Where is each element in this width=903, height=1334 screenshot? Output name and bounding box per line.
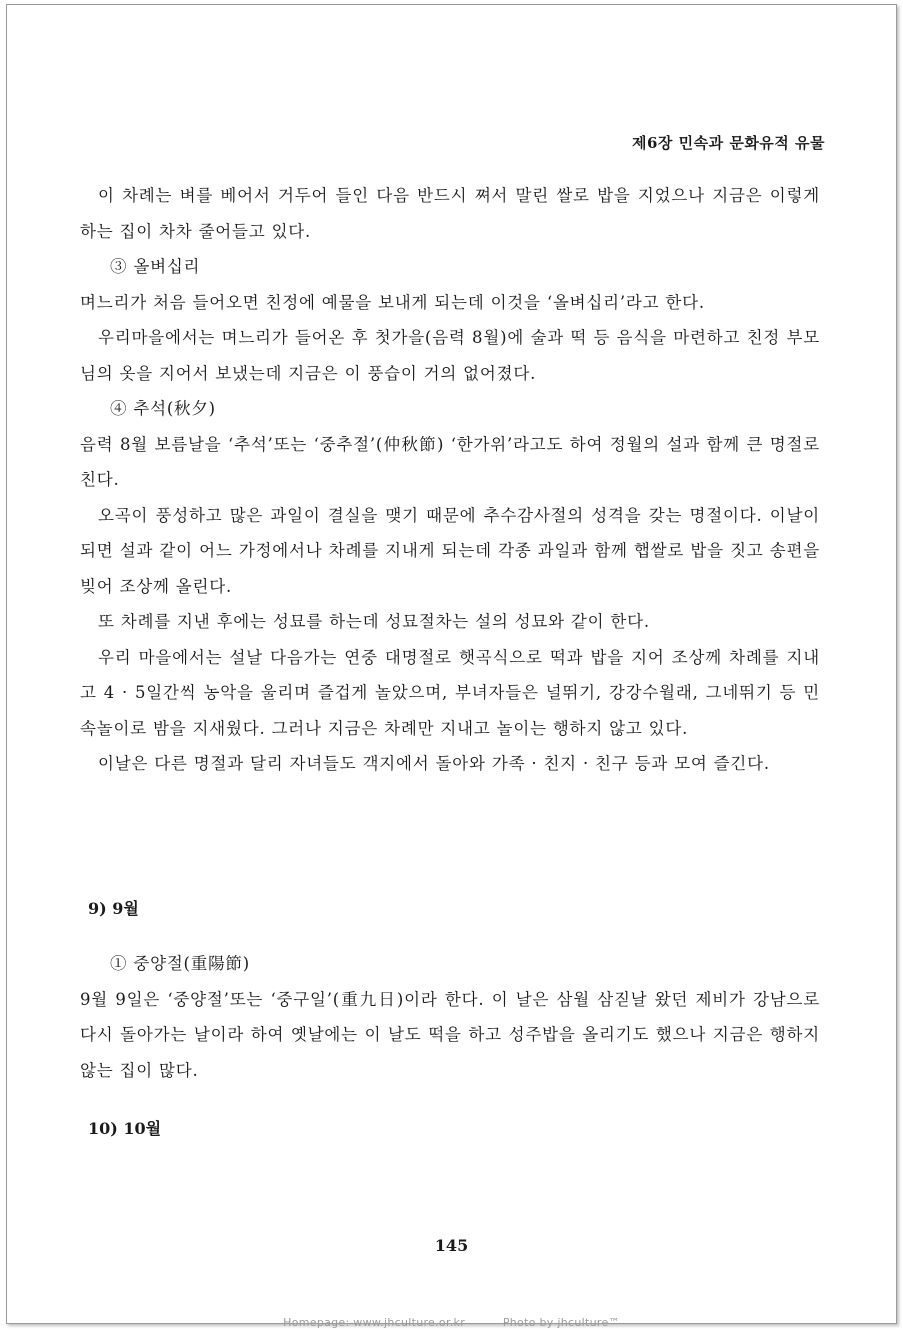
paragraph: 음력 8월 보름날을 ‘추석’또는 ‘중추절’(仲秋節) ‘한가위’라고도 하여 정월의 설과 함께 큰 명절로 친다. (80, 434, 820, 489)
subheading-olbyeo-simni: ③ 올벼십리 (110, 257, 201, 276)
subheading-chuseok: ④ 추석(秋夕) (110, 399, 216, 418)
footer-photo-credit: Photo by jhculture™ (502, 1316, 620, 1329)
section-september: 9) 9월 (88, 899, 139, 918)
paragraph: 우리마을에서는 며느리가 들어온 후 첫가을(음력 8월)에 술과 떡 등 음식을 마련하고 친정 부모님의 옷을 지어서 보냈는데 지금은 이 풍습이 거의 없어졌다. (80, 328, 820, 383)
subheading-jungyangjeol: ① 중양절(重陽節) (110, 954, 250, 973)
page-number: 145 (434, 1236, 469, 1255)
paragraph: 오곡이 풍성하고 많은 과일이 결실을 맺기 때문에 추수감사절의 성격을 갖는 명절이다. 이날이 되면 설과 같이 어느 가정에서나 차례를 지내게 되는데 각종 과일과 함께 햅쌀로 밥을 짓고 송편을 빚어 조상께 올린다. (80, 505, 820, 596)
paragraph: 이날은 다른 명절과 달리 자녀들도 객지에서 돌아와 가족 · 친지 · 친구 등과 모여 즐긴다. (98, 754, 770, 773)
paragraph: 9월 9일은 ‘중양절’또는 ‘중구일’(重九日)이라 한다. 이 날은 삼월 삼짇날 왔던 제비가 강남으로 다시 돌아가는 날이라 하여 옛날에는 이 날도 떡을 하고 성주밥을 올리기도 했으나 지금은 행하지 않는 집이 많다. (80, 989, 820, 1080)
body-block-1 (80, 178, 820, 782)
section-october: 10) 10월 (88, 1119, 162, 1138)
paragraph: 며느리가 처음 들어오면 친정에 예물을 보내게 되는데 이것을 ‘올벼십리’라고 한다. (80, 292, 705, 312)
footer (0, 1316, 903, 1329)
body-block-2 (80, 946, 820, 1088)
paragraph: 우리 마을에서는 설날 다음가는 연중 대명절로 햇곡식으로 떡과 밥을 지어 조상께 차례를 지내고 4 · 5일간씩 농악을 울리며 즐겁게 놀았으며, 부녀자들은 널뛰기, 강강수월래, 그네뛰기 등 민속놀이로 밤을 지새웠다. 그러나 지금은 차례만 지내고 놀이는 행하지 않고 있다. (80, 647, 820, 738)
chapter-header: 제6장 민속과 문화유적 유물 (632, 134, 825, 152)
paragraph: 이 차례는 벼를 베어서 거두어 들인 다음 반드시 쪄서 말린 쌀로 밥을 지었으나 지금은 이렇게 하는 집이 차차 줄어들고 있다. (80, 186, 820, 241)
paragraph: 또 차례를 지낸 후에는 성묘를 하는데 성묘절차는 설의 성묘와 같이 한다. (98, 612, 650, 631)
footer-homepage-link[interactable]: Homepage: www.jhculture.or.kr (283, 1316, 466, 1329)
